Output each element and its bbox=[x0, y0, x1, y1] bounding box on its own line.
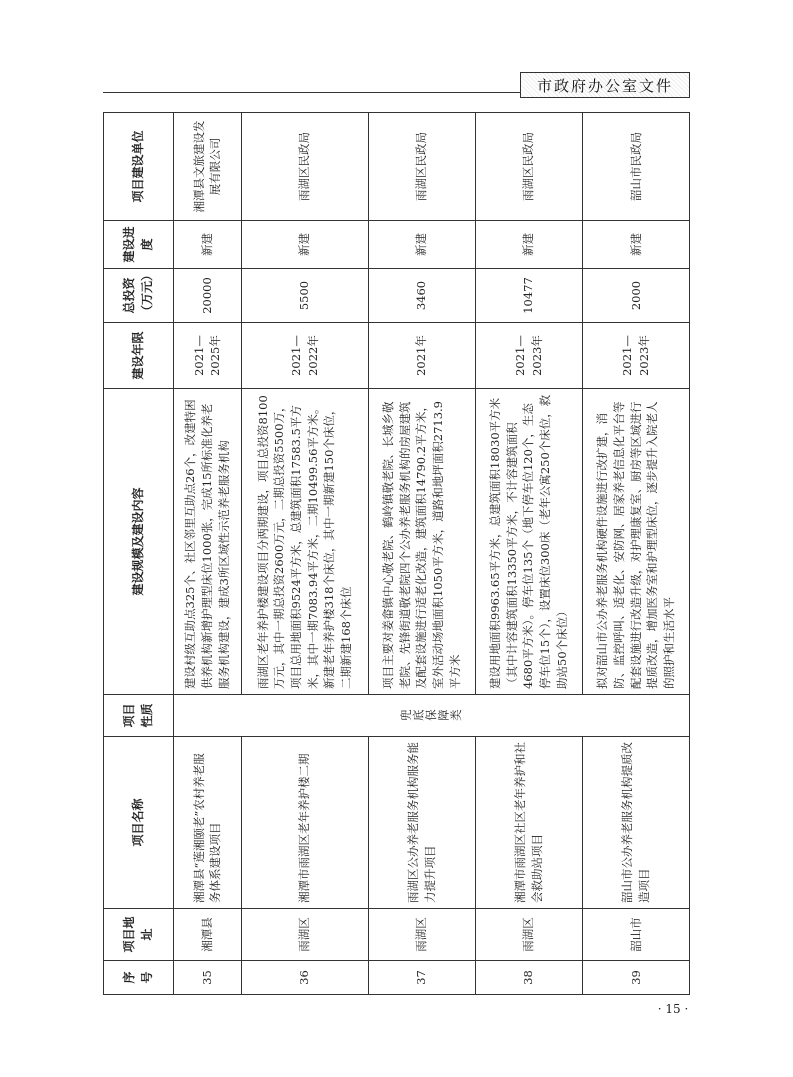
project-table bbox=[103, 112, 690, 995]
row-no: 36 bbox=[241, 961, 368, 995]
row-content: 拟对韶山市公办养老服务机构硬件设施进行改扩建，消防、监控呼叫、适老化、安防网、居家养老信息化平台等配套设施进行改造升级，对护理康复室、厨房等区域进行提质改造，增加医务室和护理型床位，逐步提升入院老人的照护和生活水平 bbox=[582, 389, 689, 695]
row-address: 雨湖区 bbox=[368, 909, 475, 961]
row-unit: 湘潭县文旅建设发展有限公司 bbox=[174, 113, 242, 221]
row-investment: 3460 bbox=[368, 269, 475, 323]
category-label: 兜底保障类 bbox=[400, 708, 463, 723]
header-investment: 总投资（万元） bbox=[104, 269, 174, 323]
row-investment: 20000 bbox=[174, 269, 242, 323]
row-address: 湘潭县 bbox=[174, 909, 242, 961]
row-investment: 10477 bbox=[475, 269, 582, 323]
header-address: 项目地址 bbox=[104, 909, 174, 961]
header-name: 项目名称 bbox=[104, 737, 174, 909]
row-progress: 新建 bbox=[174, 221, 242, 269]
table-row bbox=[174, 113, 242, 995]
header-nature: 项目性质 bbox=[104, 695, 174, 737]
row-content: 建设村级互助点325个、社区邻里互助点26个，改建特困供养机构新增护理型床位1000张，完成15所标准化养老服务机构建设，建成3所区域性示范养老服务机构 bbox=[174, 389, 242, 695]
row-no: 35 bbox=[174, 961, 242, 995]
row-years: 2021—2023年 bbox=[582, 323, 689, 389]
row-name: 湘潭市雨湖区社区老年养护和社会救助站项目 bbox=[475, 737, 582, 909]
row-unit: 雨湖区民政局 bbox=[368, 113, 475, 221]
header-years: 建设年限 bbox=[104, 323, 174, 389]
row-content: 雨湖区老年养护楼建设项目分两期建设，项目总投资8100万元，其中一期总投资2600万元，二期总投资5500万，项目总用地面积9524平方米，总建筑面积17583.5平方米，其中一期7083.94平方米，二期10499.56平方米。新建老年养护楼318个床位，其中一期新建150个床位，二期新建168个床位 bbox=[241, 389, 368, 695]
row-no: 38 bbox=[475, 961, 582, 995]
row-progress: 新建 bbox=[241, 221, 368, 269]
row-no: 39 bbox=[582, 961, 689, 995]
table-header-row bbox=[104, 113, 174, 995]
row-no: 37 bbox=[368, 961, 475, 995]
row-unit: 雨湖区民政局 bbox=[241, 113, 368, 221]
row-address: 雨湖区 bbox=[241, 909, 368, 961]
category-cell bbox=[174, 695, 690, 737]
rotated-table-container bbox=[103, 113, 690, 995]
row-progress: 新建 bbox=[368, 221, 475, 269]
row-years: 2021年 bbox=[368, 323, 475, 389]
row-investment: 2000 bbox=[582, 269, 689, 323]
page-number: · 15 · bbox=[657, 1002, 689, 1016]
table-row bbox=[475, 113, 582, 995]
table-row bbox=[241, 113, 368, 995]
row-progress: 新建 bbox=[475, 221, 582, 269]
table-row bbox=[368, 113, 475, 995]
row-unit: 雨湖区民政局 bbox=[475, 113, 582, 221]
row-unit: 韶山市民政局 bbox=[582, 113, 689, 221]
row-content: 项目主要对姜畲镇中心敬老院、鹤岭镇敬老院、长城乡敬老院、先锋街道敬老院四个公办养老服务机构的房屋建筑及配套设施进行适老化改造，建筑面积14790.2平方米，室外活动场地面积1050平方米，道路和地坪面积2713.9平方米 bbox=[368, 389, 475, 695]
row-name: 韶山市公办养老服务机构提质改造项目 bbox=[582, 737, 689, 909]
row-name: 湘潭县“莲湘颐老”农村养老服务体系建设项目 bbox=[174, 737, 242, 909]
row-address: 雨湖区 bbox=[475, 909, 582, 961]
header-content: 建设规模及建设内容 bbox=[104, 389, 174, 695]
header-progress: 建设进度 bbox=[104, 221, 174, 269]
row-content: 建设用地面积9963.65平方米，总建筑面积18030平方米（其中计容建筑面积13350平方米，不计容建筑面积4680平方米）。停车位135个（地下停车位120个，生态停车位15个），设置床位300床（老年公寓250个床位，救助站50个床位） bbox=[475, 389, 582, 695]
row-name: 雨湖区公办养老服务机构服务能力提升项目 bbox=[368, 737, 475, 909]
header-no: 序号 bbox=[104, 961, 174, 995]
table-row bbox=[582, 113, 689, 995]
header-unit: 项目建设单位 bbox=[104, 113, 174, 221]
row-address: 韶山市 bbox=[582, 909, 689, 961]
document-header-tag: 市政府办公室文件 bbox=[520, 72, 690, 98]
row-years: 2021—2022年 bbox=[241, 323, 368, 389]
row-years: 2021—2023年 bbox=[475, 323, 582, 389]
row-progress: 新建 bbox=[582, 221, 689, 269]
row-years: 2021—2025年 bbox=[174, 323, 242, 389]
row-name: 湘潭市雨湖区老年养护楼二期 bbox=[241, 737, 368, 909]
row-investment: 5500 bbox=[241, 269, 368, 323]
